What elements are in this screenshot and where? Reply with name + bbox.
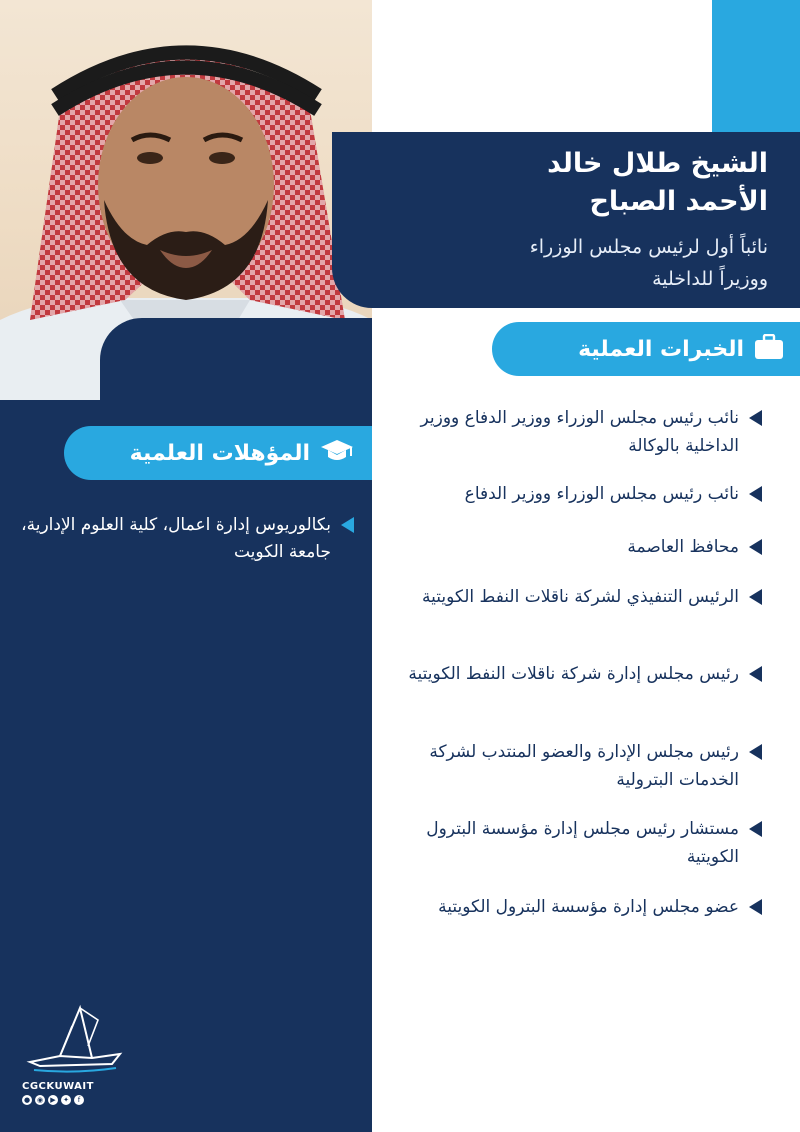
bullet-triangle-icon bbox=[341, 517, 354, 533]
experience-item bbox=[387, 480, 762, 508]
twitter-icon[interactable]: ✦ bbox=[61, 1095, 71, 1105]
experience-item bbox=[387, 533, 762, 561]
name-card bbox=[332, 132, 800, 308]
bullet-triangle-icon bbox=[749, 821, 762, 837]
graduation-cap-icon bbox=[320, 438, 354, 468]
qualifications-heading-label: المؤهلات العلمية bbox=[129, 440, 310, 466]
qualification-item-text: بكالوريوس إدارة اعمال، كلية العلوم الإدارية، جامعة الكويت bbox=[21, 515, 331, 562]
experience-item-text: نائب رئيس مجلس الوزراء ووزير الدفاع ووزير الداخلية بالوكالة bbox=[420, 408, 739, 456]
experience-item bbox=[387, 660, 762, 688]
experience-item bbox=[387, 404, 762, 460]
bullet-triangle-icon bbox=[749, 899, 762, 915]
bullet-triangle-icon bbox=[749, 589, 762, 605]
instagram-icon[interactable]: ◉ bbox=[36, 1096, 44, 1104]
experience-item bbox=[387, 583, 762, 611]
experience-item-text: مستشار رئيس مجلس إدارة مؤسسة البترول الكويتية bbox=[426, 819, 739, 867]
bullet-triangle-icon bbox=[749, 410, 762, 426]
experience-item-text: رئيس مجلس إدارة شركة ناقلات النفط الكويتية bbox=[408, 664, 739, 684]
logo-name: CGCKUWAIT bbox=[22, 1081, 94, 1092]
facebook-icon[interactable]: f bbox=[74, 1095, 84, 1105]
name-line-1: الشيخ طلال خالد bbox=[547, 148, 768, 179]
bullet-triangle-icon bbox=[749, 666, 762, 682]
experience-heading-label: الخبرات العملية bbox=[578, 336, 744, 362]
experience-item bbox=[387, 738, 762, 794]
experience-item-text: عضو مجلس إدارة مؤسسة البترول الكويتية bbox=[438, 897, 739, 917]
youtube-icon[interactable]: ▶ bbox=[48, 1095, 58, 1105]
qualifications-heading bbox=[64, 426, 372, 480]
experience-item bbox=[387, 893, 762, 921]
qualification-item bbox=[20, 512, 354, 566]
left-panel-curve bbox=[100, 318, 372, 402]
bullet-triangle-icon bbox=[749, 486, 762, 502]
social-icons bbox=[22, 1095, 84, 1105]
experience-item-text: الرئيس التنفيذي لشركة ناقلات النفط الكويتية bbox=[421, 587, 739, 607]
bullet-triangle-icon bbox=[749, 744, 762, 760]
bullet-triangle-icon bbox=[749, 539, 762, 555]
briefcase-icon bbox=[754, 334, 784, 364]
snapchat-icon[interactable]: ● bbox=[23, 1096, 31, 1104]
name-line-2: الأحمد الصباح bbox=[589, 186, 768, 217]
experience-item bbox=[387, 815, 762, 871]
title-line-2: ووزيراً للداخلية bbox=[652, 268, 768, 290]
experience-item-text: رئيس مجلس الإدارة والعضو المنتدب لشركة الخدمات البترولية bbox=[429, 742, 739, 790]
title-line-1: نائباً أول لرئيس مجلس الوزراء bbox=[529, 236, 768, 258]
experience-item-text: نائب رئيس مجلس الوزراء ووزير الدفاع bbox=[464, 484, 739, 504]
experience-heading bbox=[492, 322, 800, 376]
experience-item-text: محافظ العاصمة bbox=[627, 537, 739, 557]
